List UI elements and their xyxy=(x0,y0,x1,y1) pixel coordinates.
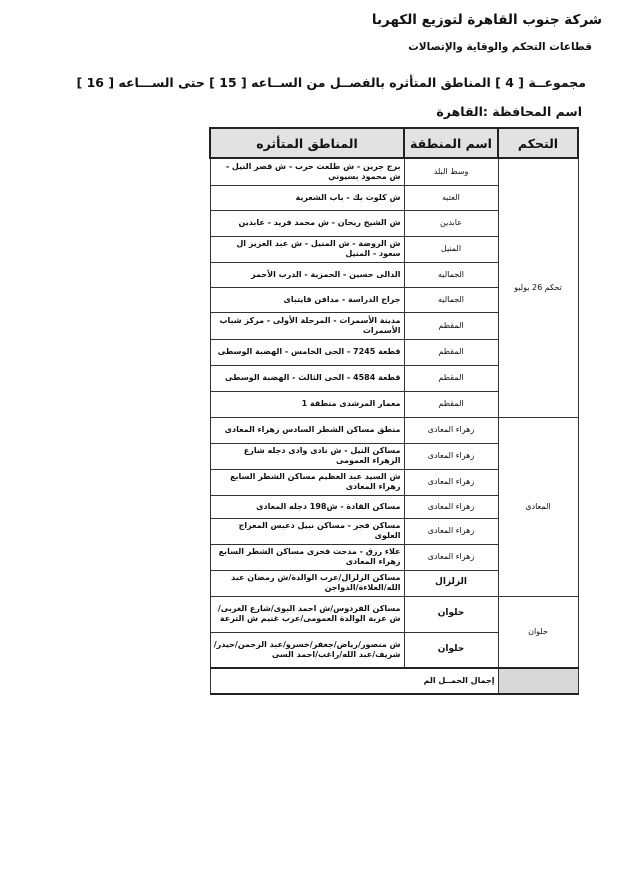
region-cell: حلوان xyxy=(404,596,498,632)
affected-areas-cell: منطق مساكن الشطر السادس زهراء المعادى xyxy=(210,417,404,443)
region-cell: الجماليه xyxy=(404,287,498,312)
affected-areas-cell: معمار المرشدى منطقة 1 xyxy=(210,391,404,417)
affected-areas-cell: مدينة الأسمرات - المرحلة الأولى - مركز شباب الأسمرات xyxy=(210,312,404,339)
column-header-region: اسم المنطقة xyxy=(404,128,498,158)
affected-areas-cell: قطعة 7245 - الحى الخامس - الهضبة الوسطى xyxy=(210,339,404,365)
group-title: مجموعــة [ 4 ] المناطق المتأثره بالفصــل من الســاعه [ 15 ] حتى الســـاعه [ 16 ] xyxy=(76,75,586,90)
total-load-label: إجمال الحمــل الم xyxy=(210,668,498,694)
affected-areas-cell: ش الروضة - ش المنيل - ش عبد العزيز ال سعود - المنيل xyxy=(210,236,404,262)
affected-areas-cell: ش السيد عبد العظيم مساكن الشطر السابع زهراء المعادى xyxy=(210,469,404,495)
total-load-row xyxy=(210,668,578,694)
affected-areas-cell: علاء رزق - مدحت فخرى مساكن الشطر السابع زهراء المعادى xyxy=(210,544,404,570)
affected-areas-cell: ش كلوت بك - باب الشعرية xyxy=(210,185,404,210)
region-cell: المقطم xyxy=(404,391,498,417)
affected-areas-cell: مساكن الفردوس/ش احمد البوى/شارع الغربى/ش عزبة الوالدة العمومى/عرب غنيم ش الترعة xyxy=(210,596,404,632)
control-center-cell: حلوان xyxy=(498,596,578,668)
affected-areas-table xyxy=(209,127,579,695)
affected-areas-cell: جراج الدراسة - مدافن قايتباى xyxy=(210,287,404,312)
sector-name: قطاعات التحكم والوقاية والإتصالات xyxy=(408,41,592,53)
control-center-cell: تحكم 26 يوليو xyxy=(498,158,578,417)
table-row xyxy=(210,596,578,632)
column-header-areas: المناطق المتأثره xyxy=(210,128,404,158)
table-row xyxy=(210,158,578,185)
region-cell: الجماليه xyxy=(404,262,498,287)
company-name: شركة جنوب القاهرة لتوزيع الكهربا xyxy=(371,12,602,28)
column-header-control: التحكم xyxy=(498,128,578,158)
table-header-row xyxy=(210,128,578,158)
affected-areas-cell: قطعة 4584 - الحى الثالث - الهضبة الوسطى xyxy=(210,365,404,391)
region-cell: وسط البلد xyxy=(404,158,498,185)
region-cell: زهراء المعادى xyxy=(404,495,498,518)
affected-areas-cell: مساكن الزلزال/عرب الوالدة/ش رمضان عبد الله/العلاءة/الدواجن xyxy=(210,570,404,596)
region-cell: زهراء المعادى xyxy=(404,544,498,570)
control-center-cell: المعادى xyxy=(498,417,578,596)
governorate-label: اسم المحافظة :القاهرة xyxy=(436,104,582,119)
region-cell: المنيل xyxy=(404,236,498,262)
affected-areas-cell: ش الشيخ ريحان - ش محمد فريد - عابدين xyxy=(210,210,404,236)
total-load-value-cell xyxy=(498,668,578,694)
affected-areas-cell: مساكن القادة - ش198 دجله المعادى xyxy=(210,495,404,518)
affected-areas-cell: مساكن فجر - مساكن نبيل دعبس المعراج العلوى xyxy=(210,518,404,544)
affected-areas-cell: برج جرين - ش طلعت حرب - ش قصر النيل - ش محمود بسيوني xyxy=(210,158,404,185)
affected-areas-cell: ش منصور/رياض/جعفر/خسرو/عبد الرحمن/حيدر/شريف/عبد الله/راغب/احمد السى xyxy=(210,632,404,668)
region-cell: زهراء المعادى xyxy=(404,443,498,469)
region-cell: زهراء المعادى xyxy=(404,469,498,495)
region-cell: المقطم xyxy=(404,365,498,391)
region-cell: المقطم xyxy=(404,339,498,365)
region-cell: العتبه xyxy=(404,185,498,210)
region-cell: المقطم xyxy=(404,312,498,339)
region-cell: الزلزال xyxy=(404,570,498,596)
table-body xyxy=(210,158,578,694)
region-cell: زهراء المعادى xyxy=(404,518,498,544)
table-row xyxy=(210,417,578,443)
region-cell: زهراء المعادى xyxy=(404,417,498,443)
region-cell: عابدين xyxy=(404,210,498,236)
region-cell: حلوان xyxy=(404,632,498,668)
affected-areas-cell: مساكن النيل - ش نادى وادى دجله شارع الزهراء العمومى xyxy=(210,443,404,469)
affected-areas-cell: الدالى حسين - الحمزية - الدرب الأحمر xyxy=(210,262,404,287)
